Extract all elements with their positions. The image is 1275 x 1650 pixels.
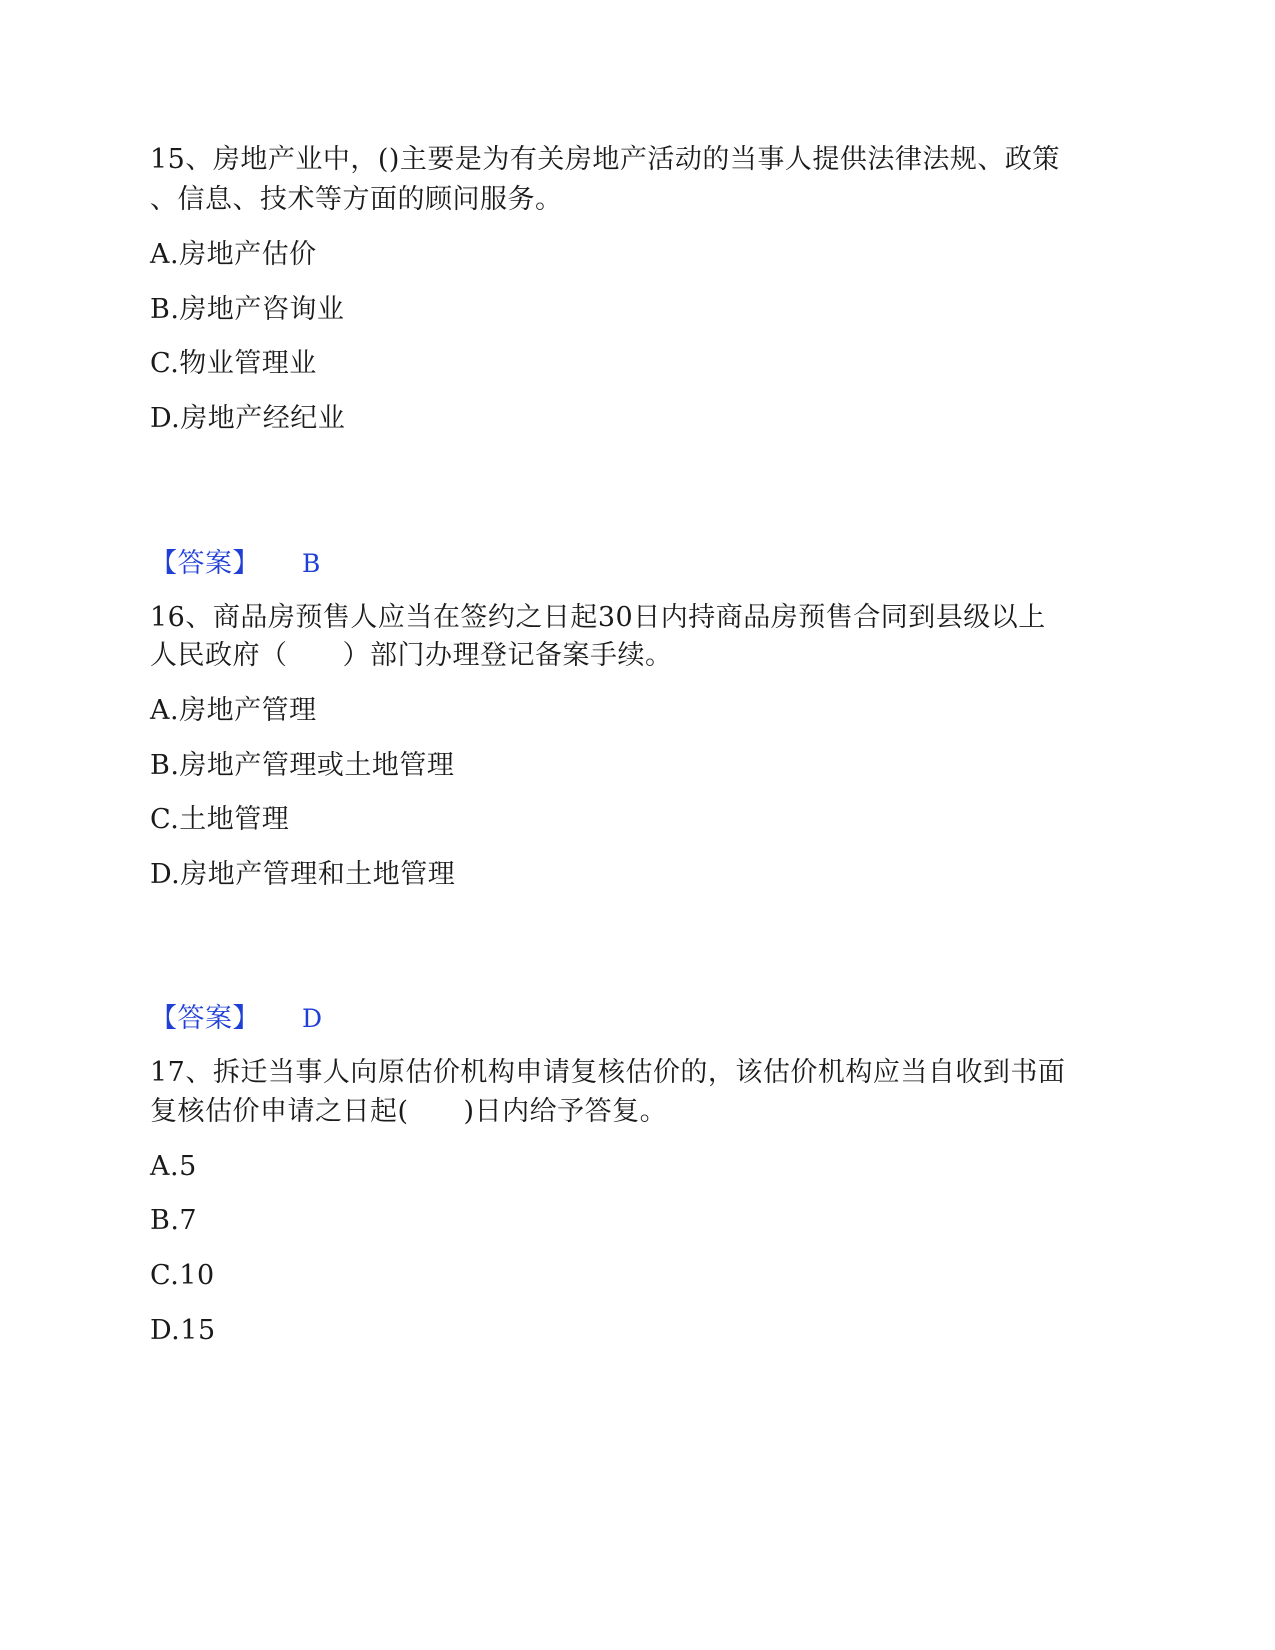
question-16-option-c: C.土地管理: [150, 804, 290, 835]
question-17-option-c: C.10: [150, 1260, 215, 1291]
question-17-stem-line-2: 复核估价申请之日起( )日内给予答复。: [150, 1096, 668, 1127]
question-16-option-d: D.房地产管理和土地管理: [150, 859, 456, 890]
answer-value-16: D: [302, 1004, 323, 1033]
question-16-stem-line-2: 人民政府（ ）部门办理登记备案手续。: [150, 640, 673, 671]
question-17-option-a: A.5: [150, 1151, 197, 1182]
question-17-option-b: B.7: [150, 1205, 198, 1236]
question-16-option-a: A.房地产管理: [150, 695, 317, 726]
question-15-option-d: D.房地产经纪业: [150, 403, 346, 434]
question-15-option-a: A.房地产估价: [150, 239, 317, 270]
question-17-stem-line-1: 17、拆迁当事人向原估价机构申请复核估价的，该估价机构应当自收到书面: [150, 1057, 1066, 1088]
question-15-stem-line-2: 、信息、技术等方面的顾问服务。: [150, 184, 563, 215]
question-17-option-d: D.15: [150, 1315, 216, 1346]
answer-label-15: 【答案】: [150, 548, 260, 579]
question-15-option-b: B.房地产咨询业: [150, 294, 345, 325]
question-15-option-c: C.物业管理业: [150, 348, 317, 379]
question-16-option-b: B.房地产管理或土地管理: [150, 750, 455, 781]
answer-label-16: 【答案】: [150, 1003, 260, 1034]
question-16-stem-line-1: 16、商品房预售人应当在签约之日起30日内持商品房预售合同到县级以上: [150, 602, 1046, 633]
answer-value-15: B: [302, 549, 321, 578]
question-15-stem-line-1: 15、房地产业中，()主要是为有关房地产活动的当事人提供法律法规、政策: [150, 144, 1060, 175]
